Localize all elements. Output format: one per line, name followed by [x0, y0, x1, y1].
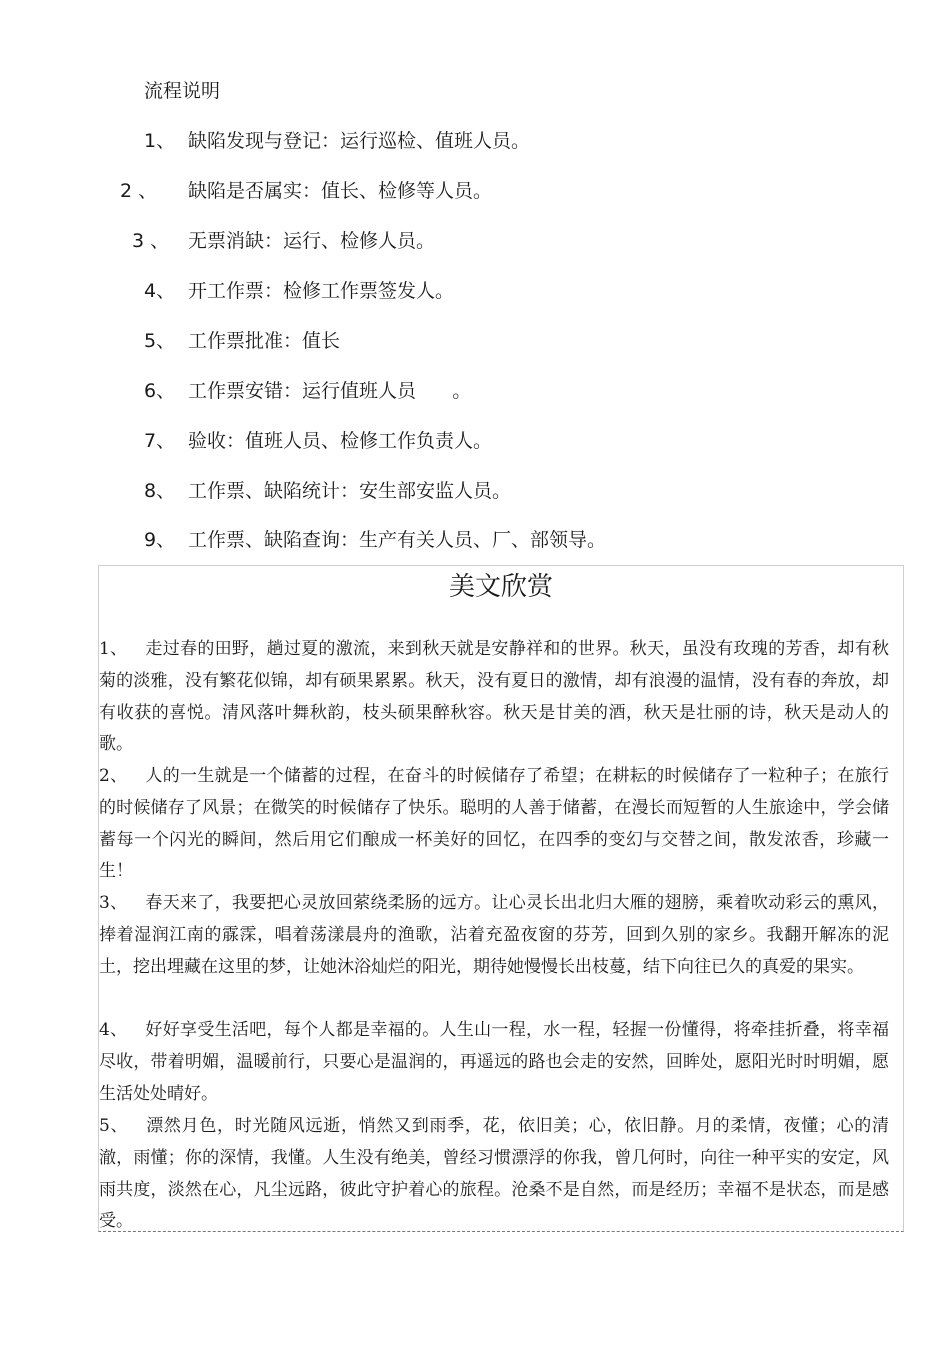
essay-title: 美文欣赏 [448, 572, 553, 602]
flow-step [0, 228, 950, 254]
paragraph-text: 春天来了，我要把心灵放回萦绕柔肠的远方。让心灵长出北归大雁的翅膀，乘着吹动彩云的熏风，捧着湿润江南的霡霂，唱着荡漾晨舟的渔歌，沾着充盈夜窗的芬芳，回到久别的家乡。我翻开解冻的泥土，挖出埋藏在这里的梦，让她沐浴灿烂的阳光，期待她慢慢长出枝蔓，结下向往已久的真爱的果实。 [99, 893, 889, 977]
step-number: 1、 [144, 130, 176, 152]
paragraph-number: 5、 [99, 1116, 129, 1136]
flow-step [0, 128, 950, 154]
step-text: 缺陷发现与登记：运行巡检、值班人员。 [188, 130, 531, 152]
paragraph-number: 3、 [99, 893, 128, 913]
essay-paragraph [99, 1015, 889, 1110]
flow-heading: 流程说明 [144, 80, 221, 102]
essay-paragraph [99, 888, 889, 983]
flow-step [0, 378, 950, 404]
essay-box [98, 565, 904, 1232]
paragraph-number: 1、 [99, 639, 128, 659]
essay-paragraph [99, 761, 889, 888]
step-number: 9、 [144, 529, 176, 551]
paragraph-text: 人的一生就是一个储蓄的过程，在奋斗的时候储存了希望；在耕耘的时候储存了一粒种子；在旅行的时候储存了风景；在微笑的时候储存了快乐。聪明的人善于储蓄，在漫长而短暂的人生旅途中，学会储蓄每一个闪光的瞬间，然后用它们酿成一杯美好的回忆，在四季的变幻与交替之间，散发浓香，珍藏一生！ [99, 766, 889, 882]
essay-paragraph [99, 634, 889, 761]
step-number: 4、 [144, 280, 176, 302]
step-number: 6、 [144, 380, 176, 402]
paragraph-number: 2、 [99, 766, 128, 786]
step-number: 7、 [144, 430, 176, 452]
step-number: 5、 [144, 330, 176, 352]
flow-step [0, 428, 950, 454]
step-text: 无票消缺：运行、检修人员。 [188, 230, 436, 252]
step-number: 8、 [144, 480, 176, 502]
step-text: 工作票、缺陷查询：生产有关人员、厂、部领导。 [188, 529, 607, 551]
flow-step [0, 478, 950, 504]
essay-paragraph [99, 1111, 889, 1238]
flow-step [0, 328, 950, 354]
paragraph-text: 走过春的田野，趟过夏的激流，来到秋天就是安静祥和的世界。秋天，虽没有玫瑰的芳香，却有秋菊的淡雅，没有繁花似锦，却有硕果累累。秋天，没有夏日的激情，却有浪漫的温情，没有春的奔放，却有收获的喜悦。清风落叶舞秋韵，枝头硕果醉秋容。秋天是甘美的酒，秋天是壮丽的诗，秋天是动人的歌。 [99, 639, 889, 755]
step-text: 缺陷是否属实：值长、检修等人员。 [188, 180, 493, 202]
step-number: 2 、 [120, 180, 158, 202]
paragraph-text: 好好享受生活吧，每个人都是幸福的。人生山一程，水一程，轻握一份懂得，将牵挂折叠，将幸福尽收，带着明媚，温暖前行，只要心是温润的，再遥远的路也会走的安然，回眸处，愿阳光时时明媚，愿生活处处晴好。 [99, 1020, 889, 1104]
step-text: 工作票、缺陷统计：安生部安监人员。 [188, 480, 512, 502]
flow-step [0, 278, 950, 304]
step-text: 工作票安错：运行值班人员 。 [188, 380, 472, 402]
step-text: 验收：值班人员、检修工作负责人。 [188, 430, 493, 452]
paragraph-number: 4、 [99, 1020, 128, 1040]
step-text: 开工作票：检修工作票签发人。 [188, 280, 455, 302]
flow-step [0, 178, 950, 204]
flow-step [0, 527, 950, 553]
step-text: 工作票批准：值长 [188, 330, 341, 352]
paragraph-text: 漂然月色，时光随风远逝，悄然又到雨季，花，依旧美；心，依旧静。月的柔情，夜懂；心的清澈，雨懂；你的深情，我懂。人生没有绝美，曾经习惯漂浮的你我，曾几何时，向往一种平实的安定，风雨共度，淡然在心，凡尘远路，彼此守护着心的旅程。沧桑不是自然，而是经历；幸福不是状态，而是感受。 [99, 1116, 890, 1232]
step-number: 3 、 [132, 230, 170, 252]
